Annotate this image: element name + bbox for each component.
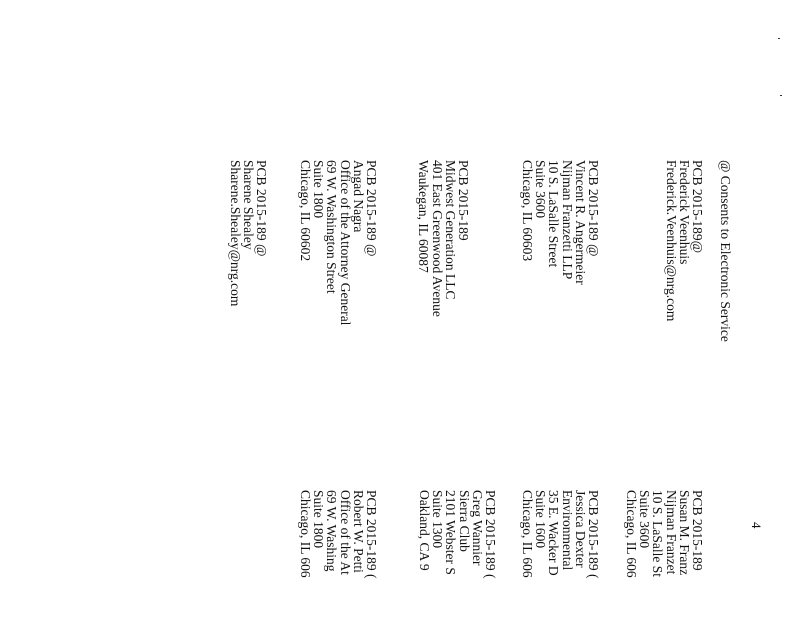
case-line: PCB 2015-189 (: [483, 490, 498, 579]
contact-street: 2101 Webster S: [443, 490, 459, 575]
contact-city: Chicago, IL 606: [297, 490, 313, 578]
contact-city: Chicago, IL 606: [623, 490, 639, 578]
contact-wannier: [418, 490, 497, 579]
contact-street: 69 W. Washington Street: [324, 160, 340, 294]
contact-city: Chicago, IL 60603: [519, 160, 535, 262]
contact-email: Sharene.Shealey@nrg.com: [227, 160, 243, 307]
case-line: PCB 2015-189 @: [586, 160, 601, 257]
contact-suite: Suite 3600: [637, 490, 653, 549]
contact-franzetti: [625, 490, 704, 578]
contact-street: 35 E. Wacker D: [546, 490, 562, 576]
case-line: PCB 2015-189: [690, 490, 705, 571]
case-line: PCB 2015-189 (: [586, 490, 601, 579]
contact-org: Nijman Franzetti LLP: [559, 160, 575, 280]
page-number: 4: [749, 522, 764, 529]
contact-street: 69 W. Washing: [324, 490, 340, 572]
case-line: PCB 2015-189@: [690, 160, 705, 254]
contact-name: Jessica Dexter: [572, 490, 588, 568]
case-line: PCB 2015-189 (: [364, 490, 379, 579]
contact-city: Chicago, IL 60602: [297, 160, 313, 262]
contact-street: 401 East Greenwood Avenue: [429, 160, 445, 317]
contact-suite: Suite 1300: [430, 490, 446, 549]
contact-street: 10 S. LaSalle Street: [546, 160, 562, 268]
contact-shealey: [228, 160, 268, 306]
contact-name: Greg Wannier: [469, 490, 485, 566]
contact-name: Frederick Veenhuis: [676, 160, 692, 265]
case-line: PCB 2015-189 @: [364, 160, 379, 257]
contact-org: Environmental: [559, 490, 575, 571]
contact-suite: Suite 1800: [311, 490, 327, 549]
case-line: PCB 2015-189 @: [254, 160, 269, 257]
contact-suite: Suite 3600: [533, 160, 549, 219]
scan-mark: [778, 38, 780, 39]
contact-veenhuis: [664, 160, 704, 321]
page-header: @ Consents to Electronic Service: [718, 160, 733, 342]
contact-street: 10 S. LaSalle St: [650, 490, 666, 577]
contact-city: Waukegan, IL 60087: [416, 160, 432, 273]
contact-petti: [299, 490, 378, 579]
contact-name: Susan M. Franz: [676, 490, 692, 576]
contact-org: Sierra Club: [456, 490, 472, 552]
contact-nagra: [299, 160, 378, 325]
contact-dexter: [521, 490, 600, 579]
contact-city: Chicago, IL 606: [519, 490, 535, 578]
contact-name: Sharene Shealey: [240, 160, 256, 250]
contact-name: Robert W. Petti: [350, 490, 366, 573]
contact-suite: Suite 1600: [533, 490, 549, 549]
contact-org: Midwest Generation LLC: [442, 160, 458, 300]
contact-org: Office of the Attorney General: [337, 160, 353, 326]
contact-email: Frederick.Veenhuis@nrg.com: [663, 160, 679, 322]
contact-midwest: [417, 160, 470, 317]
contact-angermeier: [521, 160, 600, 285]
contact-org: Nijman Franzet: [663, 490, 679, 575]
contact-city: Oakland, CA 9: [416, 490, 432, 571]
contact-org: Office of the At: [337, 490, 353, 575]
scan-mark: [780, 95, 782, 96]
contact-suite: Suite 1800: [311, 160, 327, 219]
case-line: PCB 2015-189: [456, 160, 471, 241]
contact-name: Angad Nagra: [350, 160, 366, 233]
contact-name: Vincent R. Angermeier: [572, 160, 588, 285]
